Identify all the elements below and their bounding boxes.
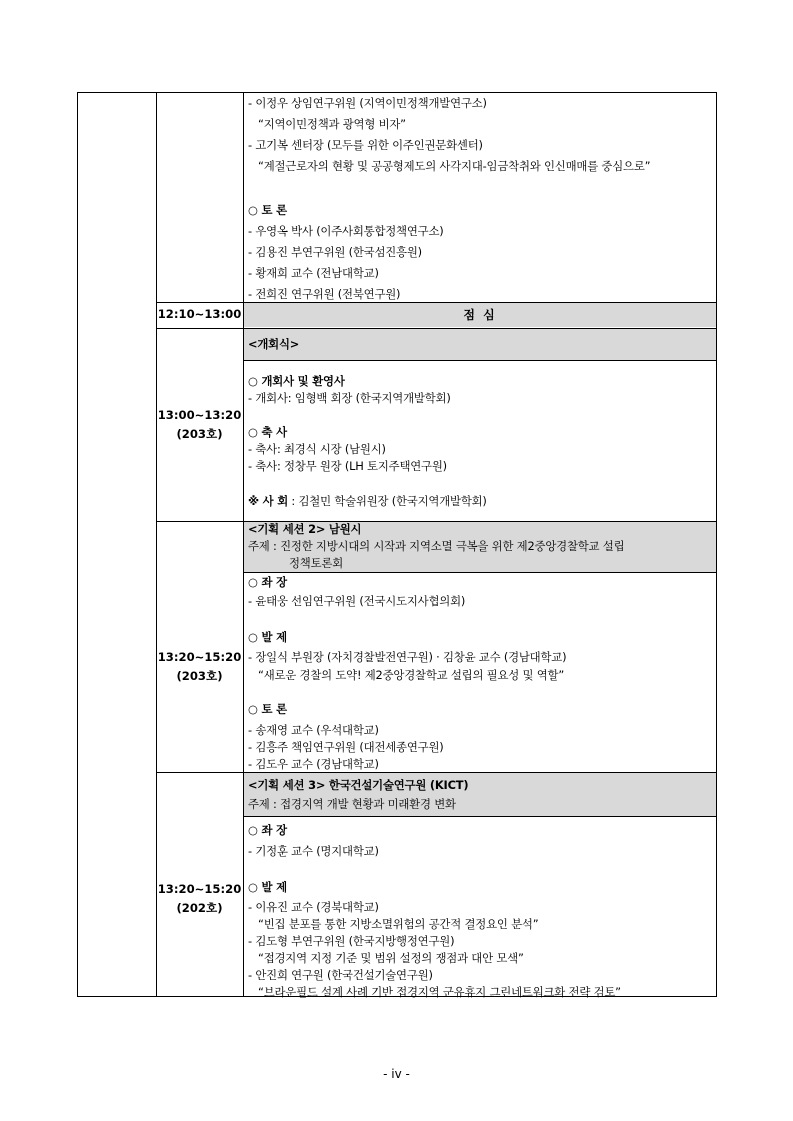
- row-divider: [156, 521, 716, 522]
- row-divider: [156, 302, 716, 303]
- chair-line: - 윤태웅 선임연구위원 (전국시도지사협의회): [248, 594, 466, 608]
- congrats-line: - 축사: 정창무 원장 (LH 토지주택연구원): [248, 459, 447, 473]
- session2-room: (203호): [176, 669, 223, 683]
- presenter-line: - 안진희 연구원 (한국건설기술연구원): [248, 968, 433, 982]
- session2-theme: 주제 : 진정한 지방시대의 시작과 지역소멸 극복을 위한 제2중앙경찰학교 설립: [248, 539, 625, 553]
- session3-time: 13:20~15:20: [157, 882, 242, 896]
- presentation-title: “접경지역 지정 기준 및 범위 설정의 쟁점과 대안 모색”: [258, 951, 524, 965]
- presentation-title: “지역이민정책과 광역형 비자”: [258, 117, 406, 131]
- session3-room: (202호): [176, 901, 223, 915]
- mc-mark: ※ 사 회: [248, 494, 289, 508]
- presentation-header: ○ 발 제: [248, 880, 287, 894]
- presentation-header: ○ 발 제: [248, 630, 287, 644]
- chair-header: ○ 좌 장: [248, 823, 287, 837]
- row-divider: [244, 816, 716, 817]
- congrats-line: - 축사: 최경식 시장 (남원시): [248, 442, 386, 456]
- discussant-line: - 우영옥 박사 (이주사회통합정책연구소): [248, 224, 444, 238]
- row-divider: [244, 360, 716, 361]
- session3-theme: 주제 : 접경지역 개발 현황과 미래환경 변화: [248, 797, 456, 811]
- column-divider-1: [156, 93, 157, 996]
- opening-header: <개회식>: [248, 337, 300, 351]
- lunch-time: 12:10~13:00: [157, 307, 242, 321]
- page-number: - iv -: [383, 1067, 410, 1081]
- program-table: [77, 92, 717, 997]
- congrats-header: ○ 축 사: [248, 425, 287, 439]
- lunch-label: 점 심: [463, 308, 497, 322]
- session2-theme-cont: 정책토론회: [289, 556, 344, 570]
- chair-header: ○ 좌 장: [248, 575, 287, 589]
- discussant-line: - 송재영 교수 (우석대학교): [248, 723, 379, 737]
- row-divider: [244, 572, 716, 573]
- presenter-line: - 고기복 센터장 (모두를 위한 이주인권문화센터): [248, 138, 483, 152]
- presenter-line: - 이유진 교수 (경북대학교): [248, 900, 379, 914]
- row-divider: [156, 328, 716, 329]
- welcome-line: - 개회사: 임형백 회장 (한국지역개발학회): [248, 391, 451, 405]
- opening-room: (203호): [176, 427, 223, 441]
- presentation-title: “빈집 분포를 통한 지방소멸위험의 공간적 결정요인 분석”: [258, 917, 539, 931]
- chair-line: - 기정훈 교수 (명지대학교): [248, 844, 379, 858]
- discussion-header: ○ 토 론: [248, 702, 287, 716]
- discussant-line: - 황재희 교수 (전남대학교): [248, 266, 379, 280]
- opening-header-band: [244, 329, 716, 360]
- presentation-title: “새로운 경찰의 도약! 제2중앙경찰학교 설립의 필요성 및 역할”: [258, 668, 565, 682]
- mc-line: [248, 493, 487, 509]
- session3-title: <기획 세션 3> 한국건설기술연구원 (KICT): [248, 778, 469, 792]
- discussant-line: - 김도우 교수 (경남대학교): [248, 757, 379, 771]
- presenter-line: - 김도형 부연구위원 (한국지방행정연구원): [248, 934, 455, 948]
- discussant-line: - 김흥주 책임연구위원 (대전세종연구원): [248, 740, 444, 754]
- presenter-line: - 이정우 상임연구위원 (지역이민정책개발연구소): [248, 96, 487, 110]
- column-divider-2: [243, 93, 244, 996]
- session2-time: 13:20~15:20: [157, 650, 242, 664]
- opening-time: 13:00~13:20: [157, 408, 242, 422]
- presentation-title: “브라운필드 설계 사례 기반 접경지역 군유휴지 그린네트워크화 전략 검토”: [258, 985, 621, 999]
- discussion-header: ○ 토 론: [248, 203, 287, 217]
- presentation-title: “계절근로자의 현황 및 공공형제도의 사각지대-임금착취와 인신매매를 중심으로”: [258, 159, 651, 173]
- discussant-line: - 전희진 연구위원 (전북연구원): [248, 287, 401, 301]
- presenter-line: - 장일식 부원장 (자치경찰발전연구원) · 김창윤 교수 (경남대학교): [248, 650, 567, 664]
- welcome-header: ○ 개회사 및 환영사: [248, 374, 345, 388]
- row-divider: [156, 772, 716, 773]
- discussant-line: - 김용진 부연구위원 (한국섬진흥원): [248, 245, 422, 259]
- session2-title: <기획 세션 2> 남원시: [248, 522, 362, 536]
- mc-text: : 김철민 학술위원장 (한국지역개발학회): [288, 494, 487, 508]
